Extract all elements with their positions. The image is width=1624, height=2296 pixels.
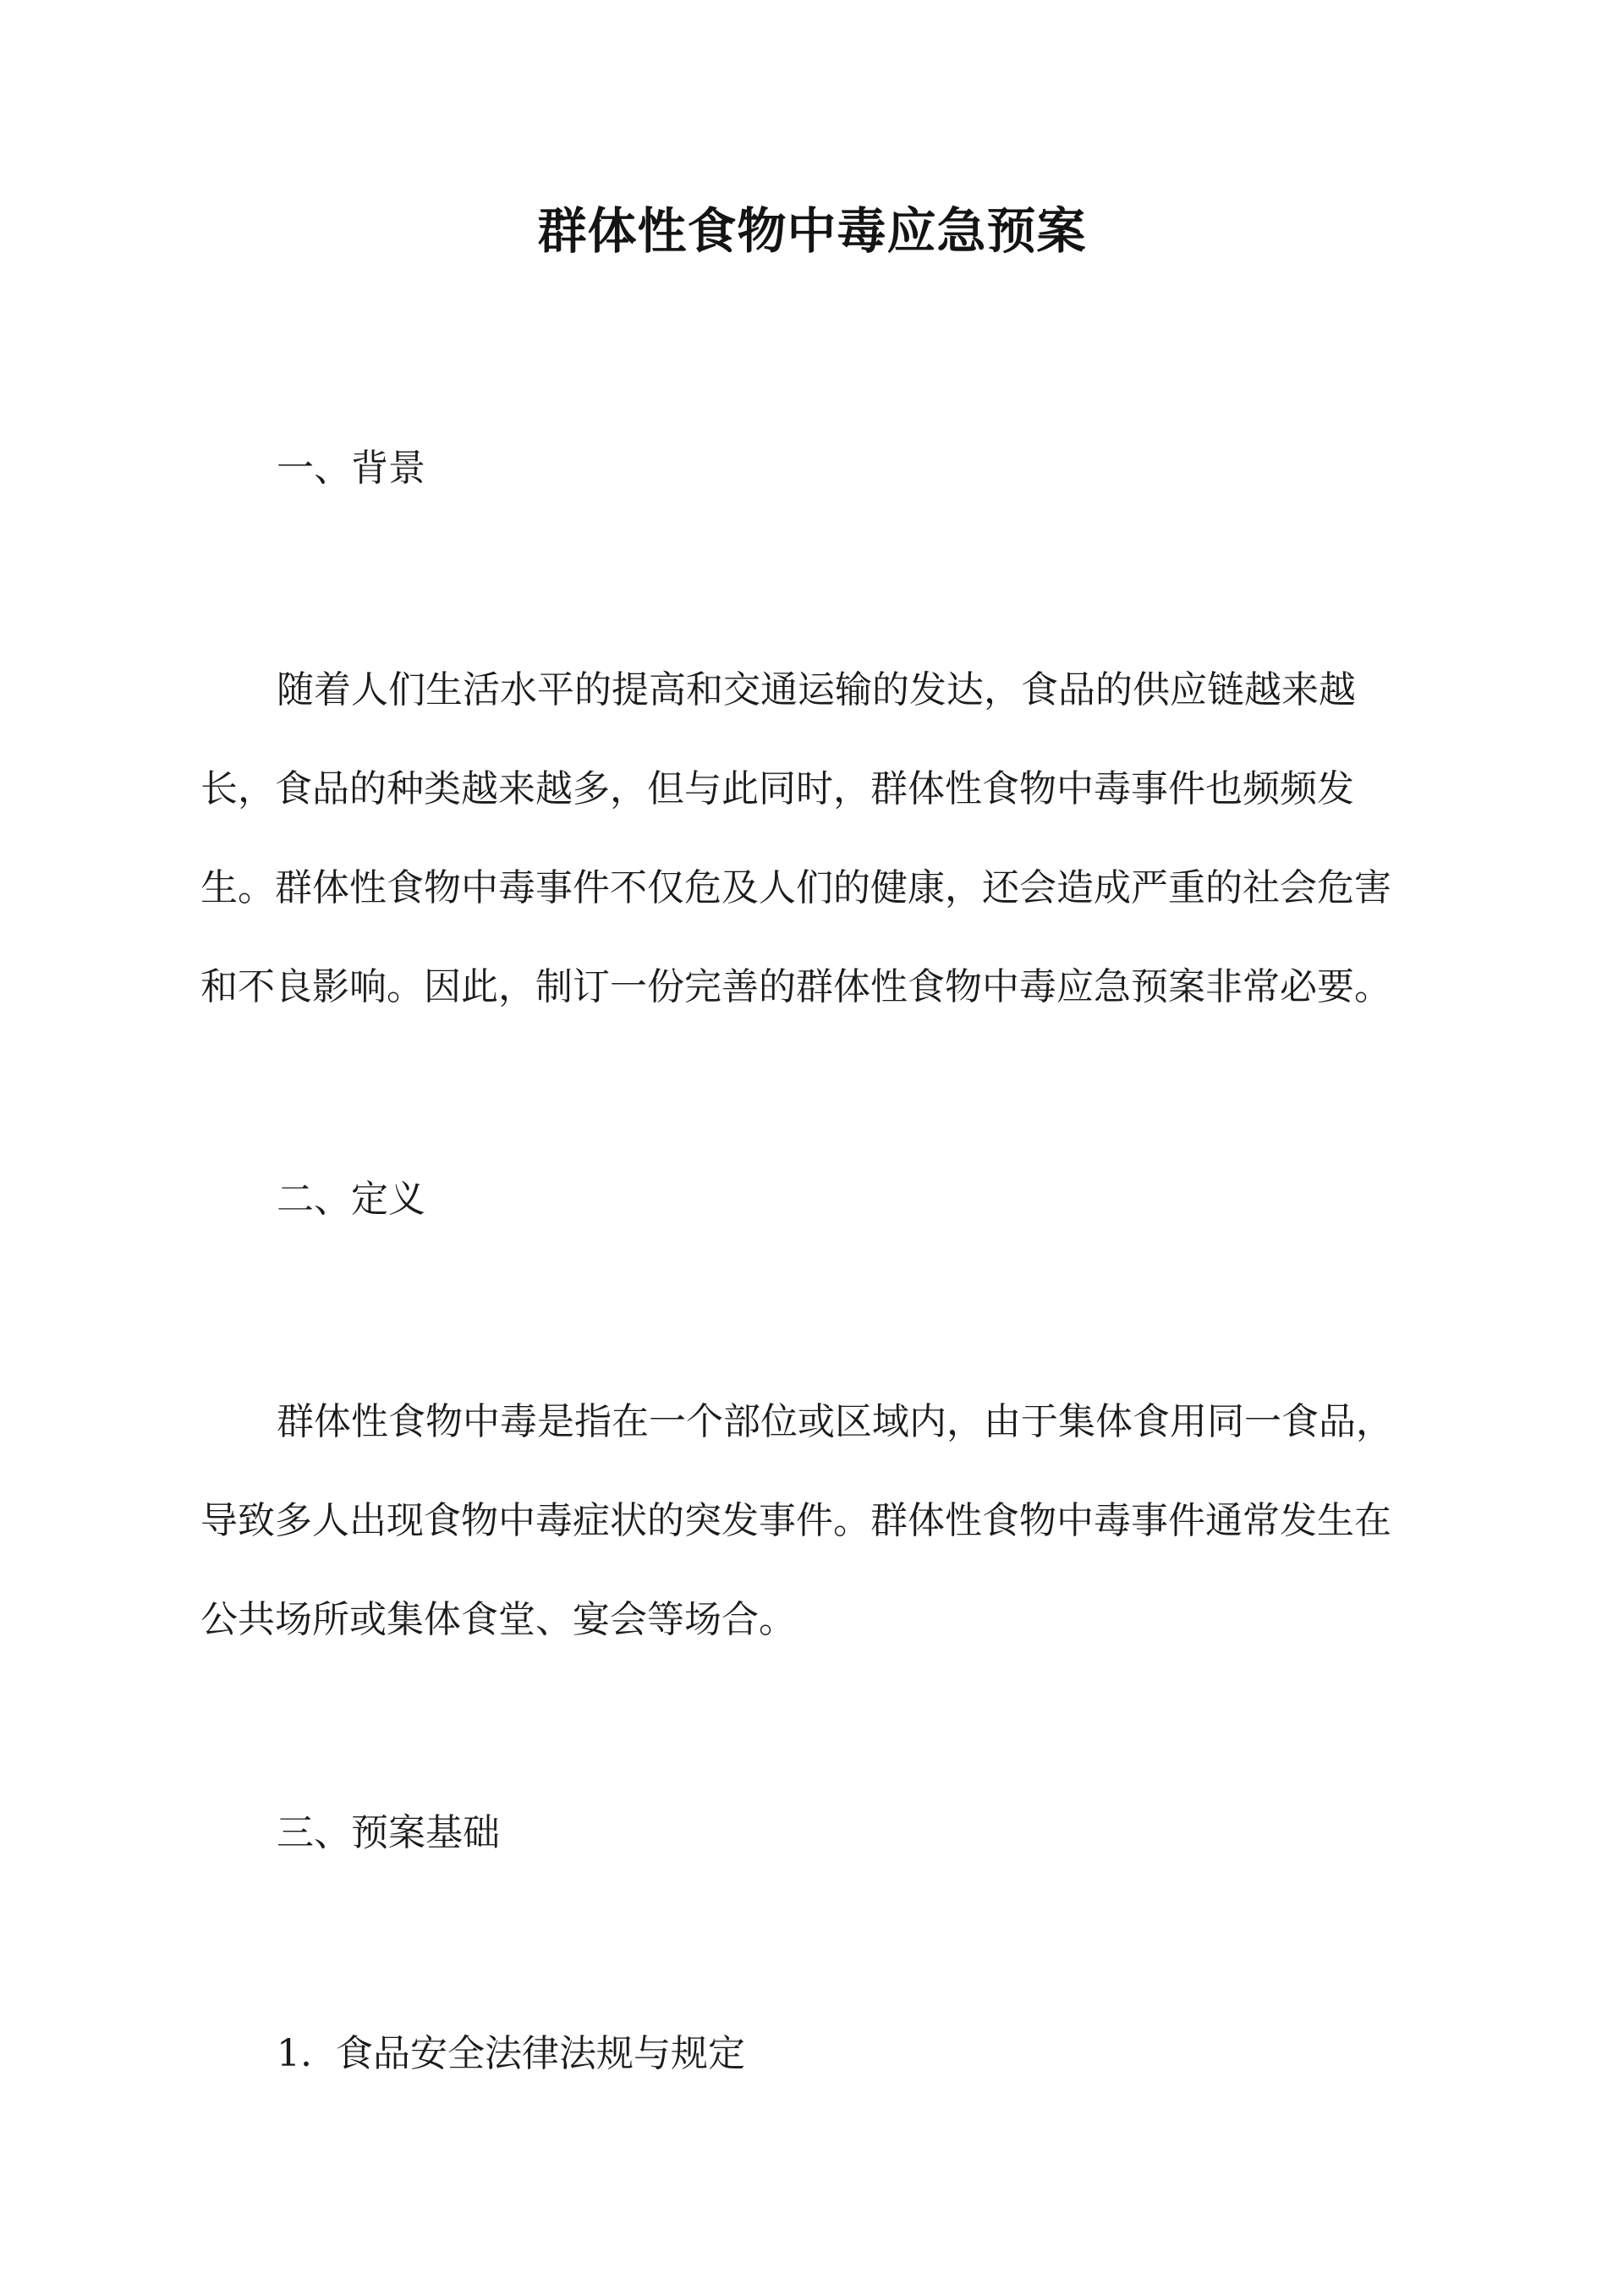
section-paragraph-definition: 群体性食物中毒是指在一个部位或区域内，由于集体食用同一食品，导致多人出现食物中毒症状的突发事件。群体性食物中毒事件通常发生在公共场所或集体食堂、宴会等场合。 [200,1400,1393,1641]
document-title: 群体性食物中毒应急预案 [537,202,1087,260]
list-item-number: 1. [277,2032,312,2075]
section-heading-plan-basis: 三、预案基础 [277,1811,500,1854]
list-item-text: 食品安全法律法规与规定 [336,2032,745,2075]
section-heading-background: 一、背景 [277,447,425,490]
list-item [277,2029,745,2079]
section-heading-definition: 二、定义 [277,1178,425,1221]
section-paragraph-background: 随着人们生活水平的提高和交通运输的发达，食品的供应链越来越长，食品的种类越来越多，但与此同时，群体性食物中毒事件也频频发生。群体性食物中毒事件不仅危及人们的健康，还会造成严重的社会危害和不良影响。因此，制订一份完善的群体性食物中毒应急预案非常必要。 [200,668,1391,1008]
